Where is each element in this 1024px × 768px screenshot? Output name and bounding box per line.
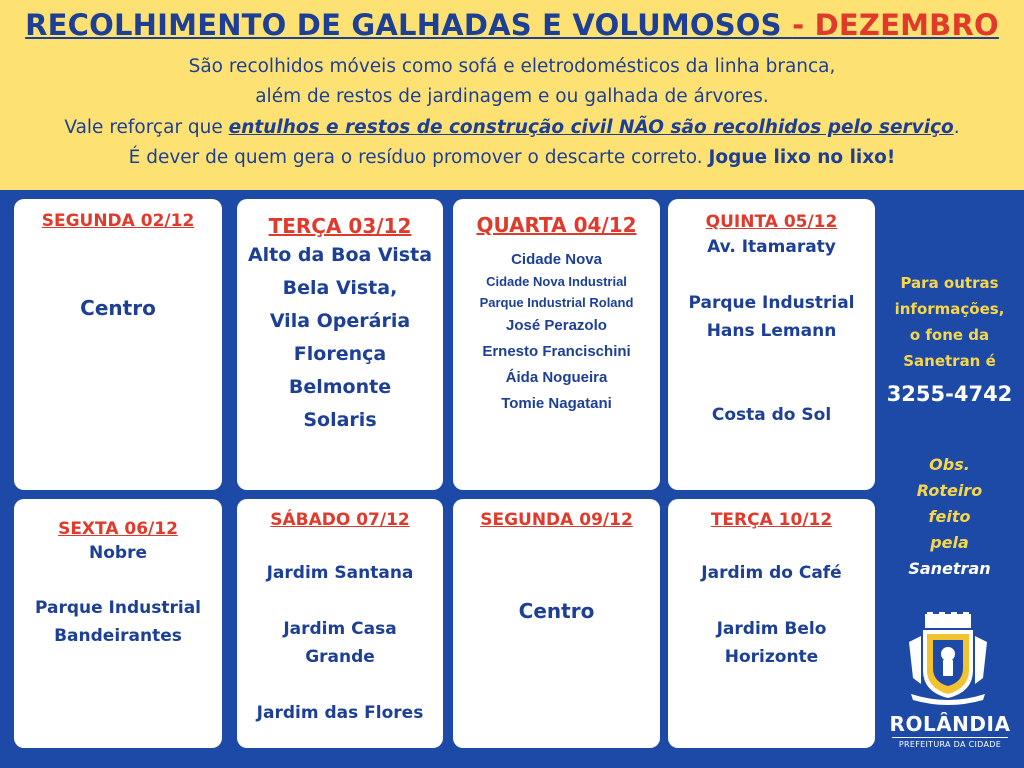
- schedule-place: Parque Industrial: [688, 293, 855, 313]
- schedule-place: Jardim das Flores: [256, 703, 424, 723]
- schedule-card: [453, 199, 660, 490]
- header-line-3-prefix: Vale reforçar que: [64, 117, 229, 138]
- schedule-place: Hans Lemann: [706, 321, 837, 341]
- schedule-card: [14, 499, 222, 748]
- title-month: - DEZEMBRO: [792, 8, 999, 42]
- route-note-line: feito: [928, 507, 971, 526]
- schedule-place: Jardim Belo: [716, 619, 827, 639]
- city-brand: [886, 712, 1014, 749]
- header-line-4-bold: Jogue lixo no lixo!: [708, 147, 896, 168]
- schedule-day: SÁBADO 07/12: [270, 510, 410, 530]
- schedule-place: Costa do Sol: [711, 405, 832, 425]
- schedule-card: [237, 199, 443, 490]
- schedule-day: QUARTA 04/12: [476, 213, 637, 237]
- schedule-place: Grande: [305, 647, 375, 667]
- schedule-card: [14, 199, 222, 490]
- header-line-3-suffix: .: [953, 117, 960, 138]
- header-line-4: [0, 147, 1024, 168]
- schedule-place: Áida Nogueira: [505, 369, 608, 386]
- schedule-place: Tomie Nagatani: [501, 395, 612, 412]
- schedule-place: José Perazolo: [506, 317, 607, 334]
- route-note-line: pela: [930, 533, 969, 552]
- schedule-place: Horizonte: [724, 647, 819, 667]
- schedule-place: Cidade Nova: [511, 251, 602, 268]
- schedule-place: Cidade Nova Industrial: [486, 274, 627, 289]
- schedule-place: Belmonte: [288, 376, 392, 398]
- schedule-place: Parque Industrial Roland: [479, 295, 634, 310]
- header-line-4-prefix: É dever de quem gera o resíduo promover o descarte correto.: [128, 147, 709, 168]
- schedule-place: Florença: [293, 343, 387, 365]
- route-note: [877, 452, 1022, 582]
- schedule-place: Jardim Casa: [283, 619, 397, 639]
- schedule-day: TERÇA 03/12: [268, 214, 412, 238]
- schedule-place: Av. Itamaraty: [707, 237, 836, 257]
- schedule-place: Bandeirantes: [54, 626, 182, 646]
- schedule-place: Jardim Santana: [266, 563, 414, 583]
- contact-info-line: informações,: [894, 300, 1005, 318]
- title-main: RECOLHIMENTO DE GALHADAS E VOLUMOSOS: [25, 8, 793, 42]
- schedule-day: SEGUNDA 09/12: [480, 510, 633, 530]
- contact-info: [877, 270, 1022, 374]
- contact-info-line: Para outras: [900, 274, 999, 292]
- schedule-card: [453, 499, 660, 748]
- schedule-place: Centro: [80, 296, 156, 320]
- route-note-line: Obs.: [929, 455, 970, 474]
- header-line-1: São recolhidos móveis como sofá e eletrodomésticos da linha branca,: [188, 56, 836, 77]
- schedule-place: Centro: [518, 599, 595, 623]
- header-line-2: além de restos de jardinagem e ou galhada de árvores.: [255, 86, 769, 107]
- header-line-3: [0, 117, 1024, 138]
- schedule-card: [668, 499, 875, 748]
- header-line-3-emphasis: entulhos e restos de construção civil NÃO são recolhidos pelo serviço: [228, 117, 954, 138]
- route-note-line: Roteiro: [916, 481, 983, 500]
- schedule-card: [668, 199, 875, 490]
- schedule-place: Parque Industrial: [34, 598, 202, 618]
- schedule-day: QUINTA 05/12: [705, 212, 838, 232]
- schedule-day: SEXTA 06/12: [58, 519, 178, 539]
- route-note-line: Sanetran: [908, 559, 991, 578]
- city-name: ROLÂNDIA: [889, 712, 1011, 736]
- schedule-place: Alto da Boa Vista: [247, 244, 433, 266]
- schedule-place: Ernesto Francischini: [482, 343, 631, 360]
- schedule-day: SEGUNDA 02/12: [41, 211, 195, 231]
- schedule-place: Nobre: [89, 543, 147, 563]
- header-banner: [0, 0, 1024, 190]
- coat-of-arms-icon: [905, 612, 991, 706]
- schedule-place: Bela Vista,: [282, 277, 398, 299]
- page-title: [0, 8, 1024, 42]
- schedule-day: TERÇA 10/12: [710, 510, 833, 530]
- contact-info-line: Sanetran é: [903, 352, 996, 370]
- schedule-place: Jardim do Café: [701, 563, 842, 583]
- schedule-card: [237, 499, 443, 748]
- city-subtitle: PREFEITURA DA CIDADE: [892, 737, 1008, 749]
- schedule-place: Vila Operária: [269, 310, 411, 332]
- contact-info-line: o fone da: [909, 326, 990, 344]
- schedule-place: Solaris: [303, 409, 377, 431]
- contact-phone: 3255-4742: [886, 382, 1013, 406]
